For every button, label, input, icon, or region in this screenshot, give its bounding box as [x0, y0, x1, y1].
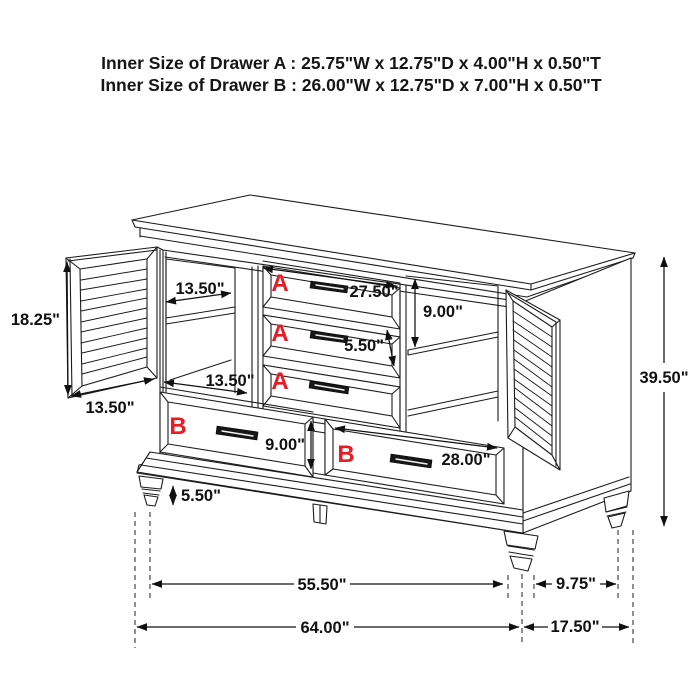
dim-overall-width-label: 64.00" — [300, 619, 350, 637]
dim-overall-height — [639, 257, 688, 526]
drawer-b2-label: B — [337, 441, 355, 468]
title-line-1: Inner Size of Drawer A : 25.75"W x 12.75"D x 4.00"H x 0.50"T — [101, 53, 601, 73]
dim-front-leg-span-label: 55.50" — [297, 576, 347, 594]
drawer-a3-label: A — [271, 368, 289, 395]
back-right-leg — [604, 491, 629, 528]
dim-overall-width — [137, 619, 519, 637]
dim-overall-depth — [524, 618, 629, 636]
drawer-a1-label: A — [271, 270, 289, 297]
dim-drawer-a-height-label: 5.50" — [344, 337, 384, 355]
dim-door-width-label: 13.50" — [85, 399, 135, 417]
drawer-b1-label: B — [169, 413, 187, 440]
dim-drawer-b-width-label: 28.00" — [441, 451, 491, 469]
front-left-leg — [139, 476, 163, 506]
middle-leg — [313, 504, 327, 524]
title-line-2: Inner Size of Drawer B : 26.00"W x 12.75"D x 7.00"H x 0.50"T — [100, 75, 602, 95]
dim-overall-height-label: 39.50" — [639, 369, 689, 387]
dim-front-leg-span — [152, 576, 503, 594]
dim-side-leg-span-label: 9.75" — [556, 575, 596, 593]
left-door — [66, 247, 163, 398]
dim-leg-height-label: 5.50" — [181, 487, 221, 505]
dim-door-height — [11, 262, 68, 395]
dim-leg-height — [173, 486, 221, 505]
dim-overall-depth-label: 17.50" — [550, 618, 600, 636]
front-right-leg — [504, 531, 538, 571]
dim-right-shelf-spacing-label: 9.00" — [423, 303, 463, 321]
dim-drawer-a-width-label: 27.50" — [349, 283, 399, 301]
dim-door-height-label: 18.25" — [10, 311, 60, 329]
dim-drawer-b-height-label: 9.00" — [265, 436, 305, 454]
dim-left-bottom-width-label: 13.50" — [205, 372, 255, 390]
dim-left-shelf-width-label: 13.50" — [175, 280, 225, 298]
dim-side-leg-span — [536, 575, 616, 593]
drawer-a2-label: A — [271, 320, 289, 347]
title-block — [100, 53, 601, 95]
